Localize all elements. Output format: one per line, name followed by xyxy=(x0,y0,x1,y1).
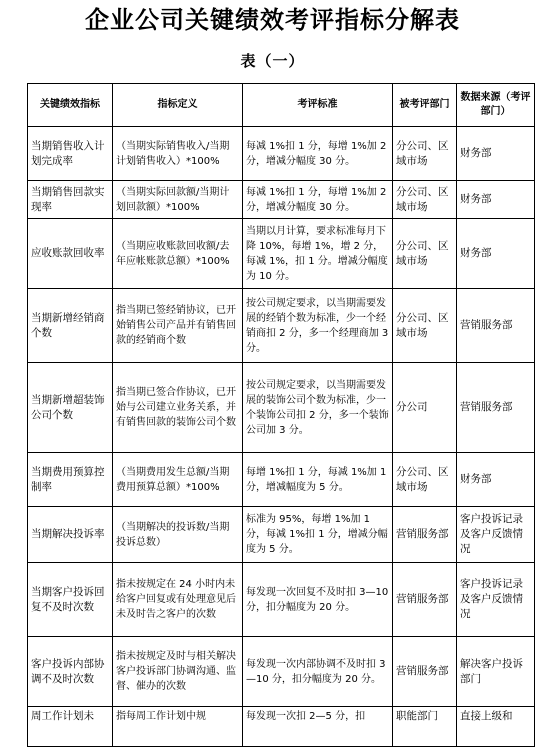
definition-cell: 指当期已签经销协议，已开始销售公司产品并有销售回款的经销商个数 xyxy=(113,289,243,363)
department-cell: 分公司 xyxy=(393,363,457,453)
definition-cell: （当期费用发生总额/当期费用预算总额）*100% xyxy=(113,453,243,507)
page-title: 企业公司关键绩效考评指标分解表 xyxy=(85,5,460,34)
definition-cell: （当期实际销售收入/当期计划销售收入）*100% xyxy=(113,127,243,181)
table-row xyxy=(28,219,535,289)
definition-cell: （当期解决的投诉数/当期投诉总数） xyxy=(113,507,243,563)
kpi-cell: 当期费用预算控制率 xyxy=(28,453,113,507)
kpi-cell: 当期客户投诉回复不及时次数 xyxy=(28,563,113,637)
kpi-table xyxy=(27,83,535,747)
data-source-cell: 财务部 xyxy=(457,181,535,219)
data-source-cell: 客户投诉记录及客户反馈情况 xyxy=(457,507,535,563)
data-source-cell: 财务部 xyxy=(457,219,535,289)
kpi-cell: 当期销售收入计划完成率 xyxy=(28,127,113,181)
table-row xyxy=(28,507,535,563)
header-kpi: 关键绩效指标 xyxy=(28,84,113,127)
definition-cell: （当期实际回款额/当期计划回款额）*100% xyxy=(113,181,243,219)
department-cell: 营销服务部 xyxy=(393,563,457,637)
definition-cell: 指未按规定及时与相关解决客户投诉部门协调沟通、监督、催办的次数 xyxy=(113,637,243,707)
data-source-cell: 营销服务部 xyxy=(457,289,535,363)
table-header-row xyxy=(28,84,535,127)
standard-cell: 每减 1%扣 1 分，每增 1%加 2 分，增减分幅度 30 分。 xyxy=(243,127,393,181)
header-standard: 考评标准 xyxy=(243,84,393,127)
data-source-cell: 直接上级和 xyxy=(457,707,535,747)
standard-cell: 每减 1%扣 1 分，每增 1%加 2 分，增减分幅度 30 分。 xyxy=(243,181,393,219)
data-source-cell: 财务部 xyxy=(457,127,535,181)
table-row xyxy=(28,363,535,453)
standard-cell: 当期以月计算，要求标准每月下降 10%，每增 1%，增 2 分，每减 1%，扣 1 分。增减分幅度为 10 分。 xyxy=(243,219,393,289)
department-cell: 分公司、区域市场 xyxy=(393,181,457,219)
standard-cell: 每增 1%扣 1 分，每减 1%加 1 分，增减幅度为 5 分。 xyxy=(243,453,393,507)
table-row xyxy=(28,707,535,747)
standard-cell: 每发现一次扣 2—5 分，扣 xyxy=(243,707,393,747)
data-source-cell: 财务部 xyxy=(457,453,535,507)
kpi-cell: 当期解决投诉率 xyxy=(28,507,113,563)
kpi-cell: 周工作计划未 xyxy=(28,707,113,747)
definition-cell: （当期应收账款回收额/去年应帐账款总额）*100% xyxy=(113,219,243,289)
table-row xyxy=(28,453,535,507)
department-cell: 分公司、区域市场 xyxy=(393,127,457,181)
standard-cell: 按公司规定要求，以当期需要发展的装饰公司个数为标准，少一个装饰公司扣 2 分，多一个装饰公司加 3 分。 xyxy=(243,363,393,453)
department-cell: 分公司、区域市场 xyxy=(393,219,457,289)
standard-cell: 每发现一次内部协调不及时扣 3—10 分，扣分幅度为 20 分。 xyxy=(243,637,393,707)
department-cell: 营销服务部 xyxy=(393,637,457,707)
header-definition: 指标定义 xyxy=(113,84,243,127)
department-cell: 分公司、区域市场 xyxy=(393,453,457,507)
table-row xyxy=(28,563,535,637)
kpi-cell: 客户投诉内部协调不及时次数 xyxy=(28,637,113,707)
kpi-cell: 当期新增超装饰公司个数 xyxy=(28,363,113,453)
table-row xyxy=(28,637,535,707)
definition-cell: 指每周工作计划中规 xyxy=(113,707,243,747)
table-subtitle: 表（一） xyxy=(240,52,305,70)
data-source-cell: 解决客户投诉部门 xyxy=(457,637,535,707)
department-cell: 营销服务部 xyxy=(393,507,457,563)
table-row xyxy=(28,289,535,363)
definition-cell: 指当期已签合作协议，已开始与公司建立业务关系，并有销售回款的装饰公司个数 xyxy=(113,363,243,453)
table-row xyxy=(28,181,535,219)
department-cell: 职能部门 xyxy=(393,707,457,747)
definition-cell: 指未按规定在 24 小时内未给客户回复或有处理意见后未及时告之客户的次数 xyxy=(113,563,243,637)
table-row xyxy=(28,127,535,181)
header-department: 被考评部门 xyxy=(393,84,457,127)
standard-cell: 标准为 95%，每增 1%加 1 分，每减 1%扣 1 分，增减分幅度为 5 分。 xyxy=(243,507,393,563)
department-cell: 分公司、区域市场 xyxy=(393,289,457,363)
kpi-cell: 当期销售回款实现率 xyxy=(28,181,113,219)
kpi-cell: 当期新增经销商个数 xyxy=(28,289,113,363)
header-data-source: 数据来源（考评部门） xyxy=(457,84,535,127)
standard-cell: 每发现一次回复不及时扣 3—10 分，扣分幅度为 20 分。 xyxy=(243,563,393,637)
kpi-cell: 应收账款回收率 xyxy=(28,219,113,289)
data-source-cell: 客户投诉记录及客户反馈情况 xyxy=(457,563,535,637)
standard-cell: 按公司规定要求，以当期需要发展的经销个数为标准，少一个经销商扣 2 分，多一个经理商加 3 分。 xyxy=(243,289,393,363)
data-source-cell: 营销服务部 xyxy=(457,363,535,453)
